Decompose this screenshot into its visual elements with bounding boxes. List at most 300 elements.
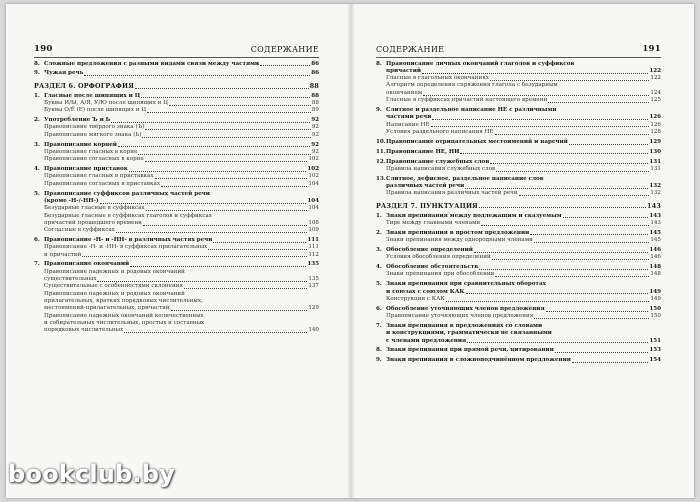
toc-entry — [376, 97, 661, 104]
toc-entry — [376, 149, 661, 156]
toc-entry-title: Сложные предложения с разными видами связи между частями — [44, 60, 260, 67]
toc-entry-number: 5. — [34, 190, 40, 197]
toc-leader-dots — [481, 224, 649, 226]
toc-leader-dots — [143, 224, 307, 226]
toc-entry-label — [34, 83, 134, 90]
toc-page-number: 122 — [649, 67, 661, 74]
toc-leader-dots — [422, 72, 648, 74]
toc-entry — [376, 203, 661, 210]
toc-entry-label — [376, 159, 489, 166]
toc-page-number: 125 — [650, 97, 661, 104]
toc-entry-title: Правописание личных окончаний глаголов и суффиксов — [386, 60, 575, 67]
toc-entry-title: Гласные в суффиксах причастий настоящего времени — [386, 97, 548, 104]
toc-entry-label — [386, 190, 518, 197]
toc-page-number: 112 — [308, 251, 319, 258]
toc-entry-label — [44, 107, 146, 114]
left-running-head: СОДЕРЖАНИЕ — [250, 44, 319, 54]
toc-entry — [34, 283, 319, 290]
toc-entry — [376, 166, 661, 173]
toc-entry — [376, 176, 661, 183]
toc-entry — [376, 220, 661, 227]
toc-page-number: 154 — [649, 357, 661, 364]
toc-entry-number: 10. — [376, 138, 386, 145]
toc-leader-dots — [260, 64, 310, 66]
toc-leader-dots — [423, 94, 649, 96]
toc-entry-label — [44, 291, 185, 298]
toc-entry-title: и конструкциями, грамматически не связанными — [386, 330, 552, 337]
toc-leader-dots — [530, 233, 648, 235]
toc-entry-title: Правописание твёрдого знака (Ъ) — [44, 124, 145, 131]
toc-entry-title: Обособление определений — [386, 246, 473, 253]
toc-entry-number: 1. — [376, 212, 382, 219]
toc-entry — [34, 205, 319, 212]
toc-entry-label — [376, 61, 574, 68]
toc-page-number: 143 — [649, 212, 661, 219]
toc-page-number: 145 — [649, 229, 661, 236]
toc-entry-title: Безударные гласные в суффиксах — [44, 205, 145, 212]
toc-entry-title: частями речи — [386, 114, 432, 121]
toc-page-number: 111 — [308, 244, 319, 251]
toc-entry-number: 6. — [34, 236, 40, 243]
toc-entry-label — [376, 203, 478, 210]
toc-entry-label — [44, 181, 160, 188]
toc-entry — [34, 261, 319, 268]
toc-entry — [376, 183, 661, 190]
left-table-of-contents — [34, 58, 319, 334]
toc-leader-dots — [446, 300, 650, 302]
toc-page-number: 137 — [308, 283, 319, 290]
toc-entry-title: Правописание приставок — [44, 166, 128, 173]
toc-page-number: 88 — [311, 99, 319, 106]
toc-leader-dots — [474, 251, 648, 253]
toc-entry — [34, 124, 319, 131]
toc-page-number: 108 — [308, 219, 319, 226]
toc-page-number: 135 — [307, 261, 319, 268]
toc-entry — [376, 357, 661, 364]
toc-entry — [34, 213, 319, 220]
toc-page-number: 86 — [311, 70, 319, 77]
toc-page-number: 146 — [650, 254, 661, 261]
toc-page-number: 92 — [311, 148, 319, 155]
toc-entry — [376, 254, 661, 261]
toc-entry-label — [44, 132, 141, 139]
toc-leader-dots — [460, 152, 648, 154]
toc-page-number: 151 — [649, 337, 661, 344]
toc-entry-label — [44, 298, 203, 305]
toc-entry-title: Чужая речь — [44, 70, 84, 77]
toc-entry-title: Правописание падежных и родовых окончаний — [44, 268, 185, 275]
toc-entry-title: Знаки препинания при обособлении — [386, 271, 495, 278]
toc-entry-title: Знаки препинания в простом предложении — [386, 229, 530, 236]
toc-entry — [376, 213, 661, 220]
toc-leader-dots — [116, 231, 307, 233]
toc-entry — [376, 271, 661, 278]
toc-entry — [34, 298, 319, 305]
toc-leader-dots — [563, 216, 649, 218]
toc-page-number: 104 — [308, 205, 319, 212]
toc-entry-label — [44, 205, 145, 212]
toc-entry — [376, 107, 661, 114]
toc-entry-title: Знаки препинания между однородными членами — [386, 236, 533, 243]
toc-page-number: 135 — [308, 276, 319, 283]
toc-leader-dots — [496, 170, 649, 172]
toc-entry — [34, 83, 319, 90]
toc-entry-number: 4. — [376, 264, 382, 271]
toc-entry-label — [376, 323, 542, 330]
toc-entry-title: Правописание служебных слов — [386, 158, 490, 165]
right-running-head: СОДЕРЖАНИЕ — [376, 44, 445, 54]
toc-page-number: 102 — [308, 156, 319, 163]
toc-entry-label — [386, 183, 464, 190]
toc-entry-title: Конструкции с КАК — [386, 295, 445, 302]
toc-entry-number: 11. — [376, 148, 386, 155]
toc-entry — [376, 190, 661, 197]
toc-page-number: 128 — [650, 128, 661, 135]
toc-entry — [376, 323, 661, 330]
toc-entry-label — [44, 227, 115, 234]
toc-entry — [376, 330, 661, 337]
toc-page-number: 132 — [649, 183, 661, 190]
toc-entry-label — [376, 139, 568, 146]
toc-entry-label — [386, 289, 465, 296]
toc-entry-title: Правописание корней — [44, 141, 117, 148]
toc-page-number: 146 — [649, 246, 661, 253]
toc-leader-dots — [431, 125, 650, 127]
toc-entry-title: окончанием — [386, 89, 423, 96]
toc-entry-label — [386, 220, 480, 227]
toc-leader-dots — [129, 170, 307, 172]
toc-entry-title: Правописание НЕ, НИ — [386, 148, 460, 155]
toc-entry — [376, 68, 661, 75]
toc-entry-title: Буквы О/Ё (Е) после шипящих и Ц — [44, 107, 147, 114]
toc-leader-dots — [138, 153, 311, 155]
toc-entry-label — [34, 261, 129, 268]
toc-leader-dots — [161, 185, 307, 187]
toc-page-number: 92 — [311, 124, 319, 131]
toc-entry — [376, 313, 661, 320]
toc-leader-dots — [490, 162, 648, 164]
toc-leader-dots — [142, 136, 310, 138]
toc-entry-title: Обособление обстоятельств — [386, 264, 479, 271]
toc-entry-title: Знаки препинания при сравнительных оборотах — [386, 281, 546, 288]
toc-entry-label — [44, 283, 183, 290]
toc-entry-title: Правописание падежных окончаний количественных — [44, 312, 204, 319]
toc-entry-label — [44, 269, 185, 276]
right-page-header — [376, 43, 661, 58]
toc-page-number: 153 — [649, 347, 661, 354]
toc-leader-dots — [141, 96, 310, 98]
toc-entry — [376, 114, 661, 121]
toc-entry-title: Правописание мягкого знака (Ь) — [44, 131, 142, 138]
toc-entry-title: Правописание гласных в корне — [44, 148, 138, 155]
toc-page-number: 104 — [307, 197, 319, 204]
toc-page-number: 92 — [311, 131, 319, 138]
toc-entry-label — [44, 320, 204, 327]
toc-leader-dots — [145, 128, 311, 130]
toc-entry-title: Алгоритм определения спряжения глагола с безударным — [386, 82, 558, 89]
toc-entry-title: Правописание гласных в приставках — [44, 173, 154, 180]
toc-page-number: 122 — [650, 75, 661, 82]
toc-leader-dots — [208, 248, 307, 250]
toc-page-number: 109 — [308, 227, 319, 234]
toc-entry-title: Существительные с особенностями склонения — [44, 283, 183, 290]
toc-entry-label — [376, 357, 571, 364]
toc-page-number: 88 — [311, 92, 319, 99]
toc-entry-label — [386, 68, 421, 75]
toc-entry-title: Написание НЕ — [386, 121, 430, 128]
toc-entry-label — [386, 338, 466, 345]
toc-entry-title: Правила написания служебных слов — [386, 165, 496, 172]
toc-entry — [34, 156, 319, 163]
toc-leader-dots — [155, 177, 308, 179]
toc-entry-number: 6. — [376, 305, 382, 312]
toc-entry — [34, 149, 319, 156]
toc-leader-dots — [82, 255, 307, 257]
toc-entry-title: причастий прошедшего времени — [44, 219, 142, 226]
toc-entry-label — [34, 93, 140, 100]
toc-leader-dots — [97, 280, 307, 282]
toc-page-number: 148 — [650, 271, 661, 278]
toc-entry-number: 5. — [376, 281, 382, 288]
toc-entry-title: и собирательных числительных, простых и составных — [44, 319, 205, 326]
toc-entry — [34, 244, 319, 251]
toc-entry — [34, 107, 319, 114]
toc-leader-dots — [111, 121, 310, 123]
toc-entry-title: Правописание падежных и родовых окончаний — [44, 290, 185, 297]
toc-page-number: 132 — [650, 190, 661, 197]
toc-entry-number: 4. — [34, 166, 40, 173]
toc-entry-title: Условия раздельного написания НЕ — [386, 128, 494, 135]
toc-entry-title: с членами предложения — [386, 337, 467, 344]
toc-leader-dots — [490, 79, 649, 81]
toc-entry-label — [44, 156, 144, 163]
toc-page-number: 89 — [311, 107, 319, 114]
toc-entry-number: 1. — [34, 92, 40, 99]
toc-page-number: 124 — [650, 89, 661, 96]
toc-entry-title: Безударные гласные в суффиксах глаголов и суффиксах — [44, 212, 212, 219]
toc-entry-title: порядковых числительных — [44, 327, 124, 334]
toc-entry — [376, 289, 661, 296]
toc-entry-title: и причастий — [44, 251, 82, 258]
toc-leader-dots — [572, 361, 648, 363]
toc-leader-dots — [569, 143, 648, 145]
toc-entry-label — [44, 220, 142, 227]
toc-entry-label — [376, 107, 557, 114]
toc-entry-label — [44, 244, 207, 251]
toc-leader-dots — [467, 341, 648, 343]
toc-entry — [34, 132, 319, 139]
toc-entry-label — [44, 252, 81, 259]
toc-page-number: 88 — [309, 81, 319, 90]
toc-entry — [376, 139, 661, 146]
toc-leader-dots — [145, 160, 308, 162]
toc-leader-dots — [213, 241, 306, 243]
toc-entry-number: 9. — [376, 357, 382, 364]
toc-entry — [34, 70, 319, 77]
toc-entry-number: 3. — [34, 141, 40, 148]
toc-entry-label — [34, 142, 117, 149]
toc-entry-title: Знаки препинания между подлежащим и сказуемым — [386, 212, 562, 219]
toc-page-number: 104 — [308, 180, 319, 187]
toc-entry-title: Правописание уточняющих членов предложения — [386, 313, 534, 320]
toc-entry — [34, 93, 319, 100]
toc-entry — [34, 173, 319, 180]
toc-entry-label — [44, 313, 204, 320]
toc-page-number: 145 — [650, 236, 661, 243]
toc-entry-title: Правописание отрицательных местоимений и наречий — [386, 138, 568, 145]
toc-entry — [376, 159, 661, 166]
toc-leader-dots — [466, 292, 649, 294]
toc-entry-label — [386, 129, 494, 136]
toc-entry-label — [386, 330, 552, 337]
toc-leader-dots — [84, 74, 310, 76]
toc-entry-title: Правописание -Н- и -НН- в различных частях речи — [44, 236, 213, 243]
toc-page-number: 150 — [649, 305, 661, 312]
toc-entry-label — [44, 173, 154, 180]
toc-page-number: 92 — [311, 117, 319, 124]
toc-entry-label — [376, 281, 546, 288]
toc-entry — [34, 166, 319, 173]
toc-leader-dots — [135, 87, 309, 89]
book-gutter — [347, 4, 355, 498]
toc-entry-label — [386, 90, 422, 97]
toc-page-number: 148 — [649, 264, 661, 271]
toc-entry-title: и союзах с союзом КАК — [386, 288, 465, 295]
toc-entry — [376, 61, 661, 68]
toc-entry — [376, 122, 661, 129]
toc-page-number: 143 — [650, 219, 661, 226]
toc-entry — [376, 237, 661, 244]
toc-entry — [376, 338, 661, 345]
toc-leader-dots — [479, 206, 646, 208]
toc-entry-label — [44, 124, 144, 131]
toc-entry-title: РАЗДЕЛ 6. ОРФОГРАФИЯ — [34, 81, 135, 90]
toc-page-number: 102 — [308, 173, 319, 180]
toc-entry-label — [44, 149, 137, 156]
toc-page-number: 92 — [311, 141, 319, 148]
toc-leader-dots — [479, 268, 648, 270]
toc-page-number: 131 — [649, 158, 661, 165]
toc-entry-title: Правила написания различных частей речи — [386, 190, 518, 197]
toc-entry-label — [44, 327, 123, 334]
toc-entry-title: Гласные в глагольных окончаниях — [386, 75, 489, 82]
toc-entry — [34, 61, 319, 68]
toc-entry-title: Правописание суффиксов различных частей речи — [44, 190, 210, 197]
toc-entry-number: 8. — [376, 347, 382, 354]
toc-entry-number: 9. — [34, 70, 40, 77]
toc-entry-label — [386, 114, 431, 121]
toc-entry — [34, 320, 319, 327]
right-table-of-contents — [376, 58, 661, 365]
toc-entry-number: 8. — [34, 60, 40, 67]
toc-entry-title: Правописание согласных в корне — [44, 156, 144, 163]
toc-entry-title: Знаки препинания при прямой речи, цитировании — [386, 347, 554, 354]
toc-leader-dots — [432, 118, 648, 120]
toc-entry-label — [34, 70, 83, 77]
toc-entry-title: Буквы И/Ы, А/Я, У/Ю после шипящих и Ц — [44, 99, 168, 106]
toc-entry-label — [376, 149, 459, 156]
toc-leader-dots — [519, 194, 650, 196]
toc-entry-label — [386, 82, 558, 89]
toc-entry-title: Употребление Ъ и Ь — [44, 117, 111, 124]
toc-entry — [34, 142, 319, 149]
toc-entry — [34, 269, 319, 276]
toc-leader-dots — [146, 209, 308, 211]
toc-page-number: 126 — [650, 121, 661, 128]
toc-entry-title: Знаки препинания в сложноподчинённом предложении — [386, 357, 571, 364]
toc-entry-number: 13. — [376, 175, 386, 182]
toc-entry-label — [376, 347, 554, 354]
toc-entry-number: 12. — [376, 158, 386, 165]
toc-page-number: 131 — [650, 165, 661, 172]
toc-entry-number: 2. — [376, 229, 382, 236]
toc-entry — [34, 220, 319, 227]
toc-leader-dots — [184, 287, 307, 289]
toc-entry-label — [386, 97, 547, 104]
toc-page-number: 150 — [650, 313, 661, 320]
toc-entry-label — [386, 296, 445, 303]
toc-leader-dots — [495, 133, 650, 135]
toc-entry-label — [386, 313, 533, 320]
toc-entry — [376, 347, 661, 354]
toc-entry-title: местоимений-прилагательных, причастий — [44, 305, 170, 312]
toc-page-number: 130 — [649, 148, 661, 155]
right-page-number: 191 — [642, 44, 661, 54]
toc-entry-label — [34, 166, 128, 173]
toc-entry — [376, 306, 661, 313]
toc-entry — [376, 90, 661, 97]
toc-entry-title: прилагательных, кратких порядковых числительных, — [44, 297, 203, 304]
toc-entry-title: Знаки препинания в предложениях со словами — [386, 322, 543, 329]
toc-entry-label — [386, 166, 495, 173]
toc-page-number: 140 — [308, 327, 319, 334]
toc-entry-title: Правописание -Н- и -НН- в суффиксах прилагательных — [44, 244, 208, 251]
toc-entry — [376, 230, 661, 237]
toc-entry-title: Гласные после шипящих и Ц — [44, 92, 141, 99]
toc-page-number: 126 — [649, 114, 661, 121]
toc-leader-dots — [492, 258, 650, 260]
toc-entry-label — [376, 230, 529, 237]
toc-entry-number: 7. — [34, 261, 40, 268]
toc-entry-title: РАЗДЕЛ 7. ПУНКТУАЦИЯ — [376, 201, 479, 210]
toc-entry-label — [386, 271, 494, 278]
toc-page-number: 149 — [649, 288, 661, 295]
toc-entry-label — [376, 176, 544, 183]
toc-entry — [34, 313, 319, 320]
toc-leader-dots — [130, 265, 306, 267]
left-page-header — [34, 43, 319, 58]
toc-leader-dots — [534, 317, 649, 319]
toc-entry-number: 3. — [376, 246, 382, 253]
toc-entry-number: 7. — [376, 322, 382, 329]
toc-entry-label — [34, 61, 259, 68]
toc-leader-dots — [546, 310, 649, 312]
toc-page-number: 149 — [650, 295, 661, 302]
toc-leader-dots — [124, 331, 307, 333]
toc-page-number: 129 — [649, 138, 661, 145]
toc-page-number: 129 — [308, 305, 319, 312]
toc-entry-label — [376, 306, 545, 313]
toc-entry-number: 8. — [376, 60, 382, 67]
toc-entry — [34, 191, 319, 198]
toc-entry-title: Слитное, дефисное, раздельное написание слов — [386, 175, 544, 182]
toc-entry-title: Слитное и раздельное написание НЕ с различными — [386, 106, 557, 113]
toc-page-number: 86 — [311, 60, 319, 67]
toc-entry-label — [376, 213, 562, 220]
toc-leader-dots — [534, 241, 649, 243]
toc-entry — [376, 82, 661, 89]
toc-entry — [376, 296, 661, 303]
